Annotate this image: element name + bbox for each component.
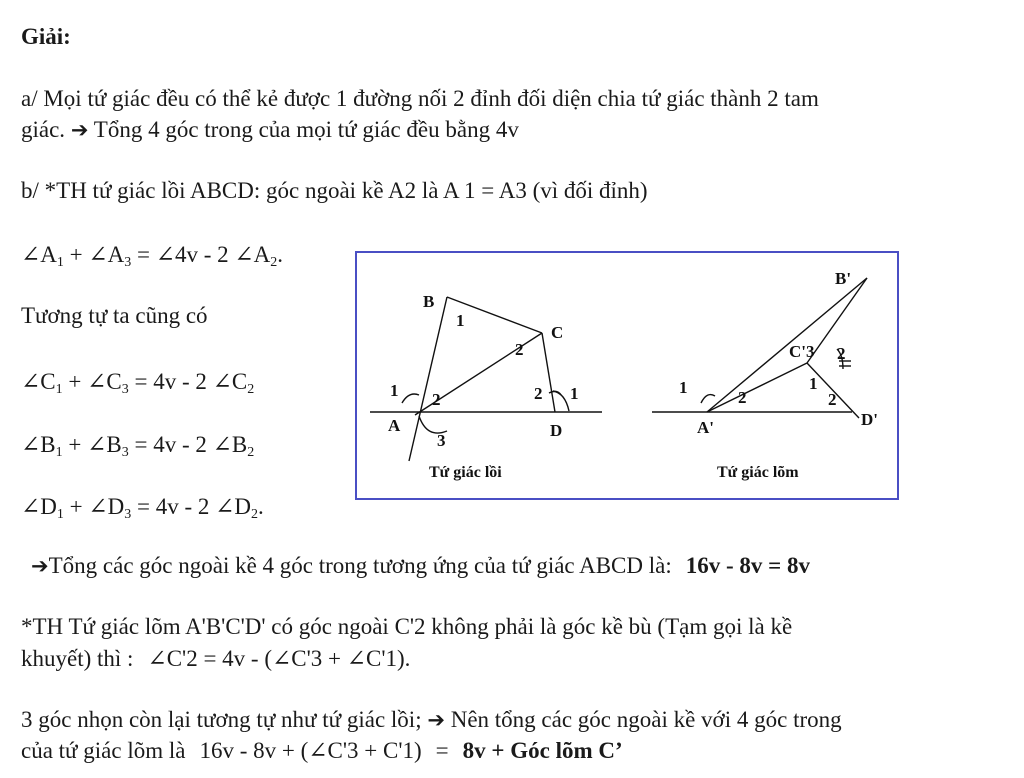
- concave-line-1: *TH Tứ giác lõm A'B'C'D' có góc ngoài C'2 không phải là góc kề bù (Tạm gọi là kề: [21, 614, 793, 639]
- concave-label-a: A': [697, 418, 714, 437]
- conclusion-line-2-pre: của tứ giác lõm là: [21, 738, 186, 763]
- part-a-line-2-pre: giác.: [21, 117, 66, 142]
- convex-angle-d2: 2: [534, 384, 543, 403]
- convex-angle-a1: 1: [390, 381, 399, 400]
- concave-angle-a1-arc: [701, 395, 715, 403]
- equation-c: $\angle C_1$ + $\angle C_3 = 4v - 2$ $\angle C_2$: [21, 369, 255, 397]
- arrow-right-icon: ➔: [70, 118, 89, 142]
- convex-angle-a2: 2: [432, 390, 441, 409]
- convex-angle-a3: 3: [437, 431, 446, 450]
- concave-angle-c1: 1: [809, 374, 818, 393]
- conclusion-line-2-eq: 16v - 8v + (∠C'3 + C'1): [199, 738, 422, 763]
- convex-angle-d-arc-2: [553, 391, 569, 411]
- convex-angle-a1-arc: [402, 394, 419, 403]
- convex-label-c: C: [551, 323, 564, 342]
- arrow-right-icon: ➔: [31, 554, 49, 578]
- conclusion-line-2-eqsign: =: [435, 738, 449, 763]
- concave-label-d: D': [861, 410, 878, 429]
- convex-label-a: A: [388, 416, 401, 435]
- figure-svg: [357, 253, 897, 498]
- concave-angle-a1: 1: [679, 378, 688, 397]
- concave-angle-c2: 2: [837, 344, 846, 363]
- conclusion-line-1-pre: 3 góc nhọn còn lại tương tự như tứ giác lồi;: [21, 707, 422, 732]
- part-b-line-1: b/ *TH tứ giác lồi ABCD: góc ngoài kề A2 là A 1 = A3 (vì đối đỉnh): [21, 178, 648, 203]
- concave-line-2: [21, 644, 410, 674]
- similar-text: Tương tự ta cũng có: [21, 303, 208, 328]
- conclusion-line-1: [21, 705, 842, 735]
- equation-d: $\angle D_1$ + $\angle D_3 = 4v - 2$ $\angle D_2$.: [21, 494, 264, 522]
- concave-angle-d2: 2: [828, 390, 837, 409]
- part-a-line-1: a/ Mọi tứ giác đều có thể kẻ được 1 đường nối 2 đỉnh đối diện chia tứ giác thành 2 tam: [21, 86, 819, 111]
- convex-side-cd: [542, 333, 555, 412]
- part-a-line-2-post: Tổng 4 góc trong của mọi tứ giác đều bằng 4v: [93, 117, 519, 142]
- conclusion-line-1-post: Nên tổng các góc ngoài kề với 4 góc trong: [450, 707, 842, 732]
- equation-b: $\angle B_1$ + $\angle B_3 = 4v - 2$ $\angle B_2$: [21, 432, 255, 460]
- part-a-line-2: [21, 115, 519, 145]
- convex-angle-c2: 2: [515, 340, 524, 359]
- sum-line: [31, 551, 810, 581]
- conclusion-result: 8v + Góc lõm C’: [462, 738, 623, 763]
- arrow-right-icon: ➔: [427, 708, 445, 732]
- convex-angle-d1: 1: [570, 384, 579, 403]
- quadrilateral-figure: [355, 251, 899, 500]
- conclusion-line-2: [21, 736, 623, 766]
- equation-a: $\angle A_1$ + $\angle A_3$ = ∠4v - 2 $\angle A_2$.: [21, 242, 284, 270]
- convex-label-b: B: [423, 292, 435, 311]
- concave-label-b: B': [835, 269, 852, 288]
- concave-line-2-pre: khuyết) thì :: [21, 646, 134, 671]
- sum-text: Tổng các góc ngoài kề 4 góc trong tương ứng của tứ giác ABCD là:: [48, 553, 672, 578]
- convex-quadrilateral-diagram: [370, 297, 602, 461]
- concave-line-2-eq: ∠C'2 = 4v - (∠C'3 + ∠C'1).: [147, 646, 411, 671]
- sum-result: 16v - 8v = 8v: [685, 553, 811, 578]
- concave-label-c3: C'3: [789, 342, 815, 361]
- convex-label-d: D: [550, 421, 563, 440]
- concave-caption: Tứ giác lõm: [717, 464, 799, 481]
- convex-angle-b1: 1: [456, 311, 465, 330]
- convex-caption: Tứ giác lồi: [429, 464, 502, 481]
- concave-angle-a2: 2: [738, 388, 747, 407]
- page-title: Giải:: [21, 24, 71, 49]
